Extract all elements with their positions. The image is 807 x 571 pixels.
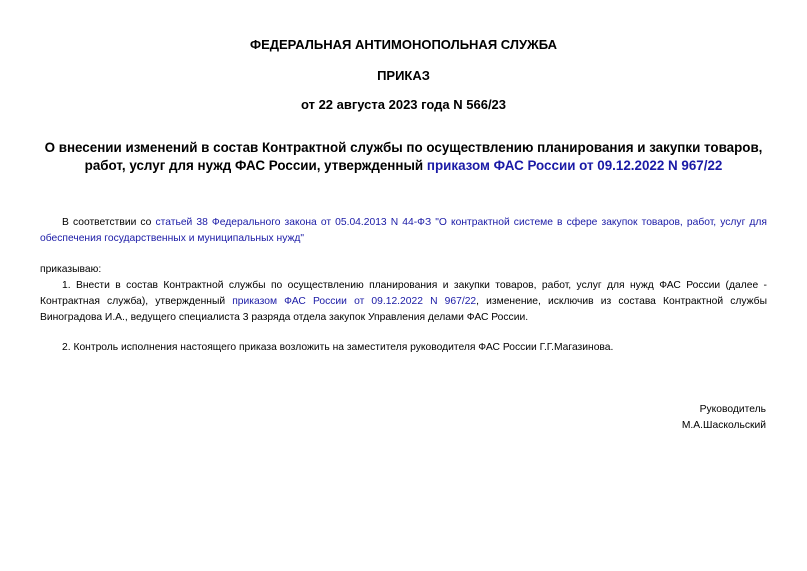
item1-order-link[interactable]: приказом ФАС России от 09.12.2022 N 967/22	[232, 296, 477, 307]
document-title	[40, 139, 767, 175]
title-order-link[interactable]: приказом ФАС России от 09.12.2022 N 967/22	[426, 158, 723, 173]
preamble-text: В соответствии со	[62, 217, 156, 228]
federal-law-link[interactable]: статьей 38 Федерального закона от 05.04.2013 N 44-ФЗ "О контрактной системе в сфере закупок товаров, работ, услуг для обеспечения государственных и муниципальных нужд"	[40, 217, 767, 244]
document-type: ПРИКАЗ	[377, 68, 430, 83]
order-item-1	[40, 278, 767, 326]
title-text: О внесении изменений в состав Контрактной службы по осуществлению планирования и закупки товаров, работ, услуг для нужд ФАС России, утвержденный	[44, 140, 763, 173]
agency-name: ФЕДЕРАЛЬНАЯ АНТИМОНОПОЛЬНАЯ СЛУЖБА	[249, 37, 558, 52]
order-word: приказываю:	[40, 264, 102, 275]
order-item-2: 2. Контроль исполнения настоящего приказа возложить на заместителя руководителя ФАС России Г.Г.Магазинова.	[62, 342, 614, 353]
preamble-paragraph	[40, 215, 767, 247]
document-date-number: от 22 августа 2023 года N 566/23	[300, 97, 507, 112]
signature-name: М.А.Шаскольский	[681, 420, 766, 431]
item1-text-before: 1. Внести в состав Контрактной службы по осуществлению планирования и закупки товаров, работ, услуг для нужд ФАС России (далее - Контрактная служба), утвержденный	[40, 280, 767, 307]
item1-text-after: , изменение, исключив из состава Контрактной службы Виноградова И.А., ведущего специалиста 3 разряда отдела закупок Управления делами ФАС России.	[40, 296, 767, 323]
signature-position: Руководитель	[699, 404, 766, 415]
